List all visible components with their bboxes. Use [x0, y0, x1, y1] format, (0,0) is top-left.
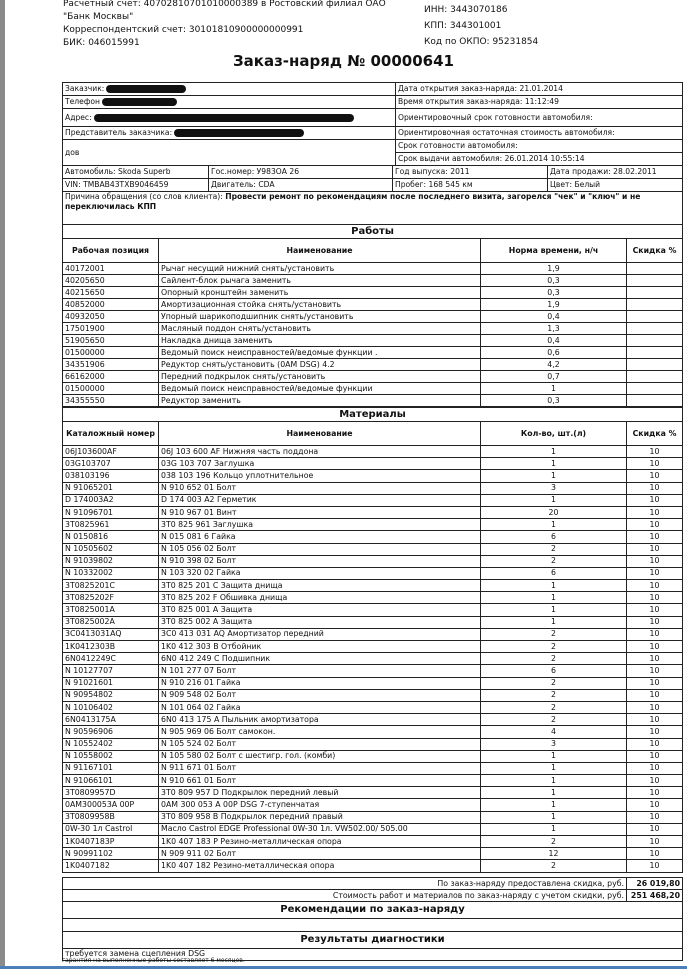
row-code: 03G103707	[63, 458, 159, 470]
row-amount: 2	[481, 628, 627, 640]
row-code: 34355550	[63, 395, 159, 407]
row-amount: 2	[481, 860, 627, 872]
visit-reason: Причина обращения (со слов клиента): Провести ремонт по рекомендациям после последнего визита, загорелся "чек" и "ключ" и не переключилась КПП	[63, 192, 683, 225]
est-cost: Ориентировочная остаточная стоимость автомобиля:	[396, 127, 683, 140]
row-name: N 910 398 02 Болт	[159, 555, 481, 567]
row-amount: 1	[481, 470, 627, 482]
table-row	[63, 701, 683, 713]
table-row	[63, 482, 683, 494]
bank-details	[63, 0, 386, 50]
total-label: Стоимость работ и материалов по заказ-наряду с учетом скидки, руб.	[63, 890, 627, 902]
row-discount	[627, 347, 683, 359]
row-code: 3C0413031AQ	[63, 628, 159, 640]
row-discount: 10	[627, 762, 683, 774]
table-row	[63, 787, 683, 799]
row-code: N 10552402	[63, 738, 159, 750]
row-code: N 10106402	[63, 701, 159, 713]
row-code: 3T0825202F	[63, 592, 159, 604]
row-amount: 12	[481, 848, 627, 860]
row-code: N 90596906	[63, 726, 159, 738]
redaction-mark	[174, 129, 304, 137]
row-discount: 10	[627, 677, 683, 689]
row-code: 0AM300053A 00P	[63, 799, 159, 811]
open-date: Дата открытия заказ-наряда: 21.01.2014	[396, 83, 683, 96]
row-name: 3T0 825 001 A Защита	[159, 604, 481, 616]
table-row	[63, 653, 683, 665]
table-row	[63, 287, 683, 299]
issue-date: Срок выдачи автомобиля: 26.01.2014 10:55:14	[396, 153, 683, 166]
row-amount: 1,9	[481, 263, 627, 275]
row-code: 40932050	[63, 311, 159, 323]
table-row	[63, 628, 683, 640]
row-amount: 1	[481, 383, 627, 395]
table-row	[63, 458, 683, 470]
row-discount: 10	[627, 555, 683, 567]
row-name: 3T0 825 202 F Обшивка днища	[159, 592, 481, 604]
row-amount: 1	[481, 762, 627, 774]
row-amount: 2	[481, 836, 627, 848]
row-discount: 10	[627, 860, 683, 872]
row-name: Сайлент-блок рычага заменить	[159, 275, 481, 287]
row-amount: 1	[481, 775, 627, 787]
row-amount: 4,2	[481, 359, 627, 371]
row-code: N 91066101	[63, 775, 159, 787]
row-name: N 911 671 01 Болт	[159, 762, 481, 774]
row-discount: 10	[627, 787, 683, 799]
row-code: 40205650	[63, 275, 159, 287]
table-row	[63, 641, 683, 653]
row-name: N 910 967 01 Винт	[159, 506, 481, 518]
row-amount: 20	[481, 506, 627, 518]
row-name: Масло Castrol EDGE Professional 0W-30 1л. VW502.00/ 505.00	[159, 823, 481, 835]
table-row	[63, 714, 683, 726]
row-name: Масляный поддон снять/установить	[159, 323, 481, 335]
row-amount: 1	[481, 799, 627, 811]
address-field: Адрес:	[63, 109, 396, 127]
table-row	[63, 836, 683, 848]
table-row	[63, 506, 683, 518]
row-code: N 10505602	[63, 543, 159, 555]
row-discount: 10	[627, 836, 683, 848]
table-row	[63, 543, 683, 555]
table-row	[63, 799, 683, 811]
row-discount: 10	[627, 531, 683, 543]
row-discount: 10	[627, 592, 683, 604]
row-amount: 2	[481, 714, 627, 726]
table-row	[63, 263, 683, 275]
ready-date: Срок готовности автомобиля:	[396, 140, 683, 153]
row-discount: 10	[627, 458, 683, 470]
page-title: Заказ-наряд № 00000641	[233, 52, 454, 70]
inn: ИНН: 3443070186	[424, 5, 508, 15]
row-name: 038 103 196 Кольцо уплотнительное	[159, 470, 481, 482]
row-amount: 3	[481, 482, 627, 494]
row-amount: 2	[481, 701, 627, 713]
materials-section-title: Материалы	[63, 408, 683, 422]
row-discount: 10	[627, 604, 683, 616]
row-discount: 10	[627, 811, 683, 823]
row-discount	[627, 275, 683, 287]
row-amount: 1,9	[481, 299, 627, 311]
phone-field: Телефон	[63, 96, 396, 109]
table-row	[63, 762, 683, 774]
row-code: N 0150816	[63, 531, 159, 543]
row-code: 1K0407182	[63, 860, 159, 872]
row-discount: 10	[627, 823, 683, 835]
row-code: 3T0825201C	[63, 580, 159, 592]
table-row	[63, 726, 683, 738]
row-amount: 4	[481, 726, 627, 738]
row-name: N 101 277 07 Болт	[159, 665, 481, 677]
table-row	[63, 665, 683, 677]
row-discount: 10	[627, 641, 683, 653]
row-name: N 105 580 02 Болт с шестигр. гол. (комби)	[159, 750, 481, 762]
diagnostics-text: требуется замена сцепления DSG	[63, 948, 683, 960]
row-amount: 0,4	[481, 335, 627, 347]
open-time: Время открытия заказ-наряда: 11:12:49	[396, 96, 683, 109]
row-amount: 0,3	[481, 395, 627, 407]
car-year: Год выпуска: 2011	[393, 166, 548, 179]
col-header-position: Рабочая позиция	[63, 239, 159, 263]
car-color: Цвет: Белый	[548, 179, 683, 192]
table-row	[63, 677, 683, 689]
row-discount: 10	[627, 470, 683, 482]
works-section-title: Работы	[63, 225, 683, 239]
row-discount: 10	[627, 567, 683, 579]
table-row	[63, 470, 683, 482]
row-discount	[627, 383, 683, 395]
table-row	[63, 750, 683, 762]
table-row	[63, 519, 683, 531]
col-header-discount: Скидка %	[627, 422, 683, 446]
row-code: 6N0413175A	[63, 714, 159, 726]
row-amount: 1	[481, 592, 627, 604]
row-discount	[627, 323, 683, 335]
row-discount	[627, 359, 683, 371]
row-amount: 0,3	[481, 287, 627, 299]
row-discount: 10	[627, 689, 683, 701]
row-amount: 0,7	[481, 371, 627, 383]
table-row	[63, 823, 683, 835]
row-discount: 10	[627, 653, 683, 665]
row-name: N 101 064 02 Гайка	[159, 701, 481, 713]
row-amount: 0,6	[481, 347, 627, 359]
row-name: N 103 320 02 Гайка	[159, 567, 481, 579]
row-discount	[627, 395, 683, 407]
row-name: D 174 003 A2 Герметик	[159, 494, 481, 506]
row-code: N 90991102	[63, 848, 159, 860]
row-name: N 909 548 02 Болт	[159, 689, 481, 701]
warranty-note: гарантия на выполненные работы составляет 6 месяцев.	[62, 957, 245, 964]
dov-field: дов	[63, 140, 396, 166]
row-discount	[627, 311, 683, 323]
row-code: 40172001	[63, 263, 159, 275]
table-row	[63, 580, 683, 592]
row-code: N 91039802	[63, 555, 159, 567]
bank-account: Расчетный счет: 40702810701010000389 в Ростовский филиал ОАО	[63, 0, 386, 9]
car-vin: VIN: TMBAB43TXB9046459	[63, 179, 209, 192]
row-amount: 3	[481, 738, 627, 750]
car-engine: Двигатель: CDA	[209, 179, 393, 192]
row-amount: 1	[481, 458, 627, 470]
row-code: 1K0407183P	[63, 836, 159, 848]
row-discount: 10	[627, 848, 683, 860]
table-row	[63, 567, 683, 579]
table-row	[63, 311, 683, 323]
row-name: Передний подкрылок снять/установить	[159, 371, 481, 383]
col-header-norm: Норма времени, н/ч	[481, 239, 627, 263]
row-code: 3T0809957D	[63, 787, 159, 799]
row-name: Редуктор снять/установить (0AM DSG) 4.2	[159, 359, 481, 371]
redaction-mark	[106, 85, 186, 93]
row-discount	[627, 335, 683, 347]
row-name: N 909 911 02 Болт	[159, 848, 481, 860]
row-code: N 10332002	[63, 567, 159, 579]
row-name: Упорный шарикоподшипник снять/установить	[159, 311, 481, 323]
row-name: Ведомый поиск неисправностей/ведомые функции .	[159, 347, 481, 359]
row-name: Амортизационная стойка снять/установить	[159, 299, 481, 311]
row-discount: 10	[627, 628, 683, 640]
row-amount: 1	[481, 446, 627, 458]
row-discount	[627, 263, 683, 275]
row-name: 03G 103 707 Заглушка	[159, 458, 481, 470]
summary-table	[62, 877, 683, 961]
works-table	[62, 224, 683, 407]
row-name: 06J 103 600 AF Нижняя часть поддона	[159, 446, 481, 458]
bik: БИК: 046015991	[63, 38, 140, 48]
row-amount: 0,4	[481, 311, 627, 323]
table-row	[63, 383, 683, 395]
row-code: 1K0412303B	[63, 641, 159, 653]
row-code: 01500000	[63, 347, 159, 359]
row-discount: 10	[627, 519, 683, 531]
recommendations-text	[63, 919, 683, 931]
row-discount: 10	[627, 665, 683, 677]
table-row	[63, 323, 683, 335]
col-header-catalog: Каталожный номер	[63, 422, 159, 446]
row-discount: 10	[627, 580, 683, 592]
scan-left-edge	[0, 0, 5, 969]
row-code: 0W-30 1л Castrol	[63, 823, 159, 835]
row-amount: 2	[481, 543, 627, 555]
row-name: N 910 216 01 Гайка	[159, 677, 481, 689]
est-ready: Ориентировочный срок готовности автомобиля:	[396, 109, 683, 127]
table-row	[63, 848, 683, 860]
row-name: Рычаг несущий нижний снять/установить	[159, 263, 481, 275]
table-row	[63, 531, 683, 543]
row-amount: 1	[481, 823, 627, 835]
row-code: 3T0825001A	[63, 604, 159, 616]
row-code: 17501900	[63, 323, 159, 335]
row-discount: 10	[627, 494, 683, 506]
row-code: 40215650	[63, 287, 159, 299]
table-row	[63, 275, 683, 287]
table-row	[63, 371, 683, 383]
corr-account: Корреспондентский счет: 30101810900000000991	[63, 25, 304, 35]
row-amount: 1	[481, 750, 627, 762]
row-code: N 91167101	[63, 762, 159, 774]
row-name: N 910 661 01 Болт	[159, 775, 481, 787]
row-name: 1K0 407 183 P Резино-металлическая опора	[159, 836, 481, 848]
row-code: 66162000	[63, 371, 159, 383]
row-code: 34351906	[63, 359, 159, 371]
row-name: Редуктор заменить	[159, 395, 481, 407]
row-discount: 10	[627, 799, 683, 811]
kpp: КПП: 344301001	[424, 21, 502, 31]
row-name: 6N0 412 249 C Подшипник	[159, 653, 481, 665]
bank-name: "Банк Москвы"	[63, 12, 134, 22]
table-row	[63, 494, 683, 506]
col-header-name: Наименование	[159, 422, 481, 446]
row-amount: 2	[481, 641, 627, 653]
row-amount: 2	[481, 689, 627, 701]
row-discount: 10	[627, 750, 683, 762]
row-name: 3T0 809 958 B Подкрылок передний правый	[159, 811, 481, 823]
order-info-table	[62, 82, 683, 166]
row-code: 3T0825002A	[63, 616, 159, 628]
row-code: 40852000	[63, 299, 159, 311]
row-name: 1K0 412 303 B Отбойник	[159, 641, 481, 653]
row-code: N 10558002	[63, 750, 159, 762]
row-name: 6N0 413 175 A Пыльник амортизатора	[159, 714, 481, 726]
okpo: Код по ОКПО: 95231854	[424, 37, 539, 47]
row-discount: 10	[627, 726, 683, 738]
row-code: N 90954802	[63, 689, 159, 701]
row-amount: 1	[481, 616, 627, 628]
row-discount: 10	[627, 714, 683, 726]
table-row	[63, 299, 683, 311]
diagnostics-title: Результаты диагностики	[63, 931, 683, 948]
row-discount: 10	[627, 446, 683, 458]
row-name: 3T0 825 961 Заглушка	[159, 519, 481, 531]
row-amount: 2	[481, 555, 627, 567]
row-amount: 6	[481, 531, 627, 543]
row-code: N 91021601	[63, 677, 159, 689]
car-table	[62, 165, 683, 225]
row-discount: 10	[627, 482, 683, 494]
total-value: 251 468,20	[627, 890, 683, 902]
table-row	[63, 359, 683, 371]
table-row	[63, 738, 683, 750]
row-amount: 1	[481, 580, 627, 592]
col-header-name: Наименование	[159, 239, 481, 263]
row-name: 0AM 300 053 A 00P DSG 7-ступенчатая	[159, 799, 481, 811]
col-header-qty: Кол-во, шт.(л)	[481, 422, 627, 446]
row-code: N 91096701	[63, 506, 159, 518]
row-amount: 0,3	[481, 275, 627, 287]
materials-table	[62, 407, 683, 873]
row-name: Опорный кронштейн заменить	[159, 287, 481, 299]
car-mileage: Пробег: 168 545 км	[393, 179, 548, 192]
row-amount: 1	[481, 604, 627, 616]
row-discount: 10	[627, 506, 683, 518]
table-row	[63, 689, 683, 701]
row-discount: 10	[627, 616, 683, 628]
row-amount: 1	[481, 494, 627, 506]
col-header-discount: Скидка %	[627, 239, 683, 263]
row-discount: 10	[627, 701, 683, 713]
row-discount: 10	[627, 775, 683, 787]
row-code: 3T0825961	[63, 519, 159, 531]
table-row	[63, 446, 683, 458]
car-plate: Гос.номер: У983ОА 26	[209, 166, 393, 179]
row-name: 1K0 407 182 Резино-металлическая опора	[159, 860, 481, 872]
row-name: 3T0 809 957 D Подкрылок передний левый	[159, 787, 481, 799]
row-discount	[627, 371, 683, 383]
table-row	[63, 335, 683, 347]
row-code: N 91065201	[63, 482, 159, 494]
table-row	[63, 347, 683, 359]
row-name: N 105 056 02 Болт	[159, 543, 481, 555]
table-row	[63, 860, 683, 872]
row-discount	[627, 299, 683, 311]
row-code: D 174003A2	[63, 494, 159, 506]
table-row	[63, 555, 683, 567]
row-name: N 905 969 06 Болт самокон.	[159, 726, 481, 738]
row-amount: 1,3	[481, 323, 627, 335]
table-row	[63, 811, 683, 823]
car-sale-date: Дата продажи: 28.02.2011	[548, 166, 683, 179]
row-code: 51905650	[63, 335, 159, 347]
row-amount: 6	[481, 665, 627, 677]
redaction-mark	[102, 98, 177, 106]
row-name: Накладка днища заменить	[159, 335, 481, 347]
row-discount: 10	[627, 543, 683, 555]
row-name: 3T0 825 002 A Защита	[159, 616, 481, 628]
table-row	[63, 604, 683, 616]
row-name: 3T0 825 201 C Защита днища	[159, 580, 481, 592]
discount-label: По заказ-наряду предоставлена скидка, руб.	[63, 878, 627, 890]
table-row	[63, 616, 683, 628]
redaction-mark	[94, 114, 354, 122]
recommendations-title: Рекомендации по заказ-наряду	[63, 902, 683, 919]
rep-field: Представитель заказчика:	[63, 127, 396, 140]
row-amount: 2	[481, 653, 627, 665]
row-name: N 910 652 01 Болт	[159, 482, 481, 494]
row-amount: 1	[481, 811, 627, 823]
table-row	[63, 775, 683, 787]
row-code: N 10127707	[63, 665, 159, 677]
row-amount: 1	[481, 519, 627, 531]
row-name: Ведомый поиск неисправностей/ведомые функции	[159, 383, 481, 395]
row-amount: 1	[481, 787, 627, 799]
car-model: Автомобиль: Skoda Superb	[63, 166, 209, 179]
company-codes	[424, 2, 538, 50]
row-code: 01500000	[63, 383, 159, 395]
row-amount: 2	[481, 677, 627, 689]
row-code: 6N0412249C	[63, 653, 159, 665]
table-row	[63, 592, 683, 604]
row-name: N 105 524 02 Болт	[159, 738, 481, 750]
discount-value: 26 019,80	[627, 878, 683, 890]
row-amount: 6	[481, 567, 627, 579]
row-code: 3T0809958B	[63, 811, 159, 823]
row-discount: 10	[627, 738, 683, 750]
row-discount	[627, 287, 683, 299]
row-name: 3C0 413 031 AQ Амортизатор передний	[159, 628, 481, 640]
customer-field: Заказчик:	[63, 83, 396, 96]
row-code: 038103196	[63, 470, 159, 482]
table-row	[63, 395, 683, 407]
row-name: N 015 081 6 Гайка	[159, 531, 481, 543]
row-code: 06J103600AF	[63, 446, 159, 458]
